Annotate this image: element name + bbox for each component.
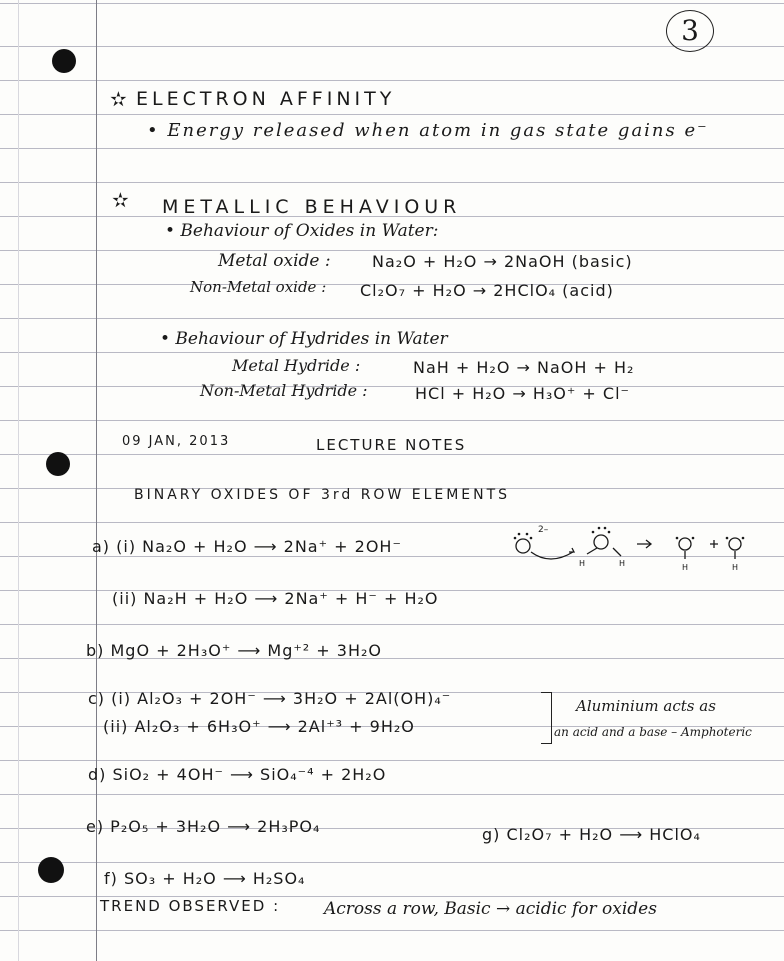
amphoteric-note-line-2: an acid and a base – Amphoteric (554, 725, 752, 739)
oxides-bullet: • Behaviour of Oxides in Water: (165, 221, 439, 241)
nonmetal-hydride-label: Non-Metal Hydride : (200, 381, 368, 400)
hydrides-bullet: • Behaviour of Hydrides in Water (160, 329, 448, 349)
equation-e: e) P₂O₅ + 3H₂O ⟶ 2H₃PO₄ (86, 817, 321, 836)
equation-f: f) SO₃ + H₂O ⟶ H₂SO₄ (104, 869, 306, 888)
metal-hydride-equation: NaH + H₂O → NaOH + H₂ (413, 358, 635, 377)
bracket-icon (541, 692, 552, 744)
binary-oxides-heading: BINARY OXIDES OF 3rd ROW ELEMENTS (134, 487, 511, 503)
equation-d: d) SiO₂ + 4OH⁻ ⟶ SiO₄⁻⁴ + 2H₂O (88, 765, 387, 784)
lecture-date: 09 JAN, 2013 (122, 434, 231, 449)
trend-text: Across a row, Basic → acidic for oxides (324, 899, 657, 919)
nonmetal-oxide-equation: Cl₂O₇ + H₂O → 2HClO₄ (acid) (360, 281, 614, 300)
equation-g: g) Cl₂O₇ + H₂O ⟶ HClO₄ (482, 825, 701, 844)
punch-hole-icon (46, 452, 70, 476)
punch-hole-icon (52, 49, 76, 73)
page-edge-line (18, 0, 19, 961)
ea-bullet: • Energy released when atom in gas state gains e⁻ (147, 120, 709, 141)
lecture-title: LECTURE NOTES (316, 436, 467, 454)
equation-b: b) MgO + 2H₃O⁺ ⟶ Mg⁺² + 3H₂O (86, 641, 383, 660)
trend-label: TREND OBSERVED : (100, 897, 281, 915)
svg-text:H: H (732, 563, 739, 572)
metallic-heading: METALLIC BEHAVIOUR (162, 196, 462, 218)
svg-text:H: H (579, 559, 586, 568)
nonmetal-hydride-equation: HCl + H₂O → H₃O⁺ + Cl⁻ (415, 384, 630, 403)
metal-oxide-label: Metal oxide : (218, 251, 331, 271)
metal-hydride-label: Metal Hydride : (232, 356, 361, 375)
star-icon: ✫ (112, 188, 129, 212)
amphoteric-note-line-1: Aluminium acts as (576, 697, 716, 715)
star-icon: ✫ (110, 87, 127, 111)
metal-oxide-equation: Na₂O + H₂O → 2NaOH (basic) (372, 252, 633, 271)
ea-heading: ELECTRON AFFINITY (136, 88, 396, 110)
equation-c-i: c) (i) Al₂O₃ + 2OH⁻ ⟶ 3H₂O + 2Al(OH)₄⁻ (88, 689, 452, 708)
equation-a-ii: (ii) Na₂H + H₂O ⟶ 2Na⁺ + H⁻ + H₂O (112, 589, 439, 608)
lewis-structure-sketch (505, 522, 767, 574)
page-number: 3 (666, 10, 714, 52)
svg-text:H: H (682, 563, 689, 572)
equation-c-ii: (ii) Al₂O₃ + 6H₃O⁺ ⟶ 2Al⁺³ + 9H₂O (103, 717, 415, 736)
punch-hole-icon (38, 857, 64, 883)
svg-text:2–: 2– (538, 525, 549, 535)
equation-a-i: a) (i) Na₂O + H₂O ⟶ 2Na⁺ + 2OH⁻ (92, 537, 402, 556)
svg-text:H: H (619, 559, 626, 568)
nonmetal-oxide-label: Non-Metal oxide : (190, 278, 327, 296)
